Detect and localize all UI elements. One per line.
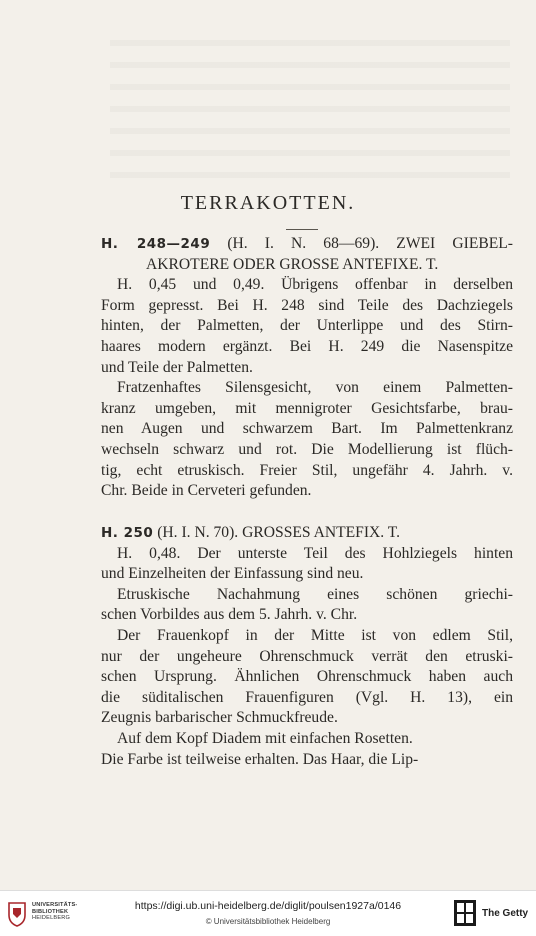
text-line <box>101 235 513 253</box>
text-segment: schen Ursprung. Ähnlichen Ohrenschmuck haben auch <box>101 668 513 686</box>
getty-logo-icon <box>454 900 476 926</box>
text-segment: hinten, der Palmetten, der Unterlippe und des Stirn- <box>101 317 513 335</box>
text-line <box>101 420 513 438</box>
text-segment: H. 0,48. Der unterste Teil des Hohlziegels hinten <box>117 544 513 562</box>
entry-number: H. 250 <box>101 525 154 541</box>
text-line <box>101 338 513 356</box>
text-line <box>101 297 513 315</box>
text-segment: Der Frauenkopf in der Mitte ist von edlem Stil, <box>117 627 513 644</box>
text-segment: (H. I. N. 70). GROSSES ANTEFIX. T. <box>153 524 401 541</box>
text-line <box>117 276 513 294</box>
text-line <box>101 668 513 686</box>
page-title: TERRAKOTTEN. <box>180 192 356 214</box>
text-line <box>101 689 513 707</box>
text-line <box>101 565 536 583</box>
bleed-through-text <box>110 40 510 190</box>
text-line <box>101 751 536 769</box>
text-segment: Etruskische Nachahmung eines schönen griechi- <box>117 585 513 603</box>
text-line <box>117 730 536 748</box>
text-segment: haares modern ergänzt. Bei H. 249 die Nasenspitze <box>101 338 513 355</box>
text-segment: Form gepresst. Bei H. 248 sind Teile des Dachziegels <box>101 296 513 314</box>
text-line <box>101 648 513 666</box>
text-segment: tig, echt etruskisch. Freier Stil, ungefähr 4. Jahrh. v. <box>101 461 513 479</box>
text-segment: und Einzelheiten der Einfassung sind neu. <box>101 565 364 583</box>
text-line <box>101 709 536 727</box>
text-segment: (H. I. N. 68—69). ZWEI GIEBEL- <box>210 235 513 252</box>
text-line <box>117 545 513 563</box>
text-segment: wechseln schwarz und rot. Die Modellierung ist flüch- <box>101 441 513 458</box>
text-line <box>117 627 513 645</box>
text-line <box>101 606 536 624</box>
text-segment: Zeugnis barbarischer Schmuckfreude. <box>101 709 338 727</box>
title-rule <box>286 229 318 230</box>
text-line <box>117 379 513 397</box>
text-segment: schen Vorbildes aus dem 5. Jahrh. v. Chr. <box>101 606 358 624</box>
university-label-line: UNIVERSITÄTS- <box>32 902 78 908</box>
text-line <box>101 400 513 418</box>
text-line <box>101 359 536 377</box>
entry-number: H. 248—249 <box>101 236 211 252</box>
text-line <box>101 317 513 335</box>
university-label-line: BIBLIOTHEK <box>32 908 69 915</box>
text-line <box>101 482 536 500</box>
text-line <box>101 524 536 542</box>
text-line <box>101 441 513 459</box>
footer-bar <box>0 890 536 936</box>
text-segment: AKROTERE ODER GROSSE ANTEFIXE. T. <box>146 255 439 273</box>
text-segment: nen Augen und schwarzem Bart. Im Palmettenkranz <box>101 420 513 438</box>
text-segment: Auf dem Kopf Diadem mit einfachen Rosetten. <box>117 730 413 747</box>
text-segment: die süditalischen Frauenfiguren (Vgl. H. 13), ein <box>101 688 513 706</box>
copyright-notice: © Universitätsbibliothek Heidelberg <box>205 917 331 926</box>
text-segment: Chr. Beide in Cerveteri gefunden. <box>101 482 312 500</box>
text-line <box>117 586 513 604</box>
text-segment: nur der ungeheure Ohrenschmuck verrät den etruski- <box>101 647 513 665</box>
text-segment: Die Farbe ist teilweise erhalten. Das Haar, die Lip- <box>101 750 419 768</box>
text-line <box>146 256 536 274</box>
text-segment: und Teile der Palmetten. <box>101 358 253 376</box>
permalink[interactable]: https://digi.ub.uni-heidelberg.de/diglit/poulsen1927a/0146 <box>134 900 402 912</box>
text-segment: Fratzenhaftes Silensgesicht, von einem Palmetten- <box>117 379 513 397</box>
text-segment: H. 0,45 und 0,49. Übrigens offenbar in derselben <box>117 276 513 294</box>
university-label-line: HEIDELBERG <box>32 915 71 921</box>
text-segment: kranz umgeben, mit mennigroter Gesichtsfarbe, brau- <box>101 399 513 417</box>
sponsor-name: The Getty <box>482 908 529 919</box>
text-line <box>101 462 513 480</box>
